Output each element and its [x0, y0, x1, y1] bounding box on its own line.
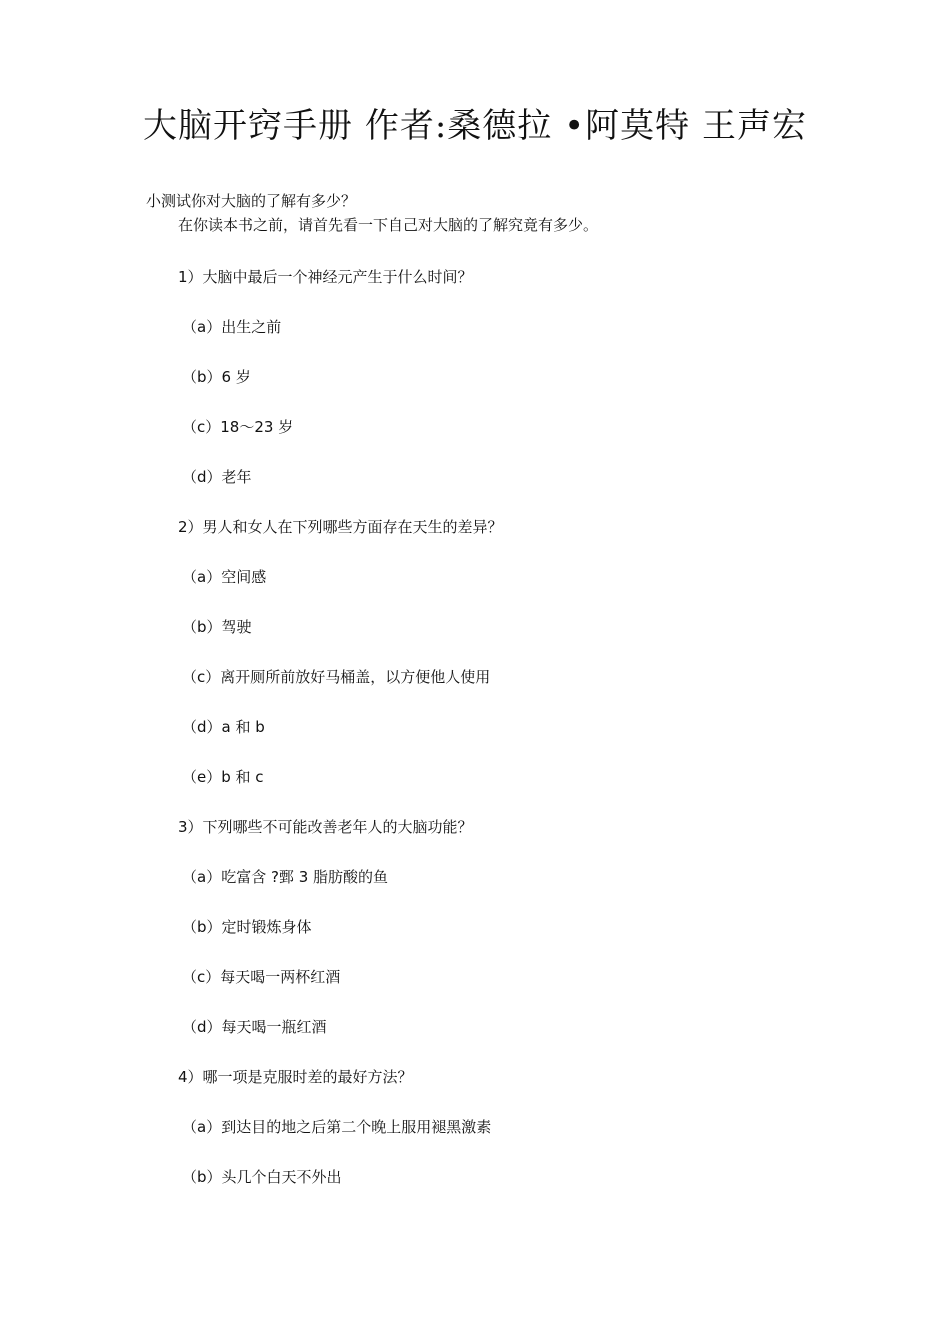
- quiz-list: [0, 265, 950, 1215]
- question-3-option-c: （c）每天喝一两杯红酒: [182, 968, 341, 986]
- intro-text: 在你读本书之前，请首先看一下自己对大脑的了解究竟有多少。: [178, 216, 599, 234]
- question-2-option-b: （b）驾驶: [182, 618, 252, 636]
- document-title: 大脑开窍手册 作者:桑德拉 •阿莫特 王声宏: [143, 106, 807, 146]
- question-3-option-b: （b）定时锻炼身体: [182, 918, 312, 936]
- question-3-option-d: （d）每天喝一瓶红酒: [182, 1018, 327, 1036]
- question-1-option-d: （d）老年: [182, 468, 252, 486]
- question-1: 1）大脑中最后一个神经元产生于什么时间？: [178, 268, 473, 286]
- question-2-option-a: （a）空间感: [182, 568, 267, 586]
- question-1-option-c: （c）18～23 岁: [182, 418, 294, 436]
- question-2-option-d: （d）a 和 b: [182, 718, 265, 736]
- question-2-option-c: （c）离开厕所前放好马桶盖，以方便他人使用: [182, 668, 491, 686]
- question-2: 2）男人和女人在下列哪些方面存在天生的差异？: [178, 518, 503, 536]
- question-2-option-e: （e）b 和 c: [182, 768, 264, 786]
- question-3: 3）下列哪些不可能改善老年人的大脑功能？: [178, 818, 473, 836]
- question-3-option-a: （a）吃富含 ?鄄 3 脂肪酸的鱼: [182, 868, 389, 886]
- question-1-option-a: （a）出生之前: [182, 318, 282, 336]
- question-4-option-a: （a）到达目的地之后第二个晚上服用褪黑激素: [182, 1118, 492, 1136]
- intro-heading: 小测试你对大脑的了解有多少？: [146, 192, 357, 210]
- question-4: 4）哪一项是克服时差的最好方法？: [178, 1068, 413, 1086]
- question-1-option-b: （b）6 岁: [182, 368, 251, 386]
- question-4-option-b: （b）头几个白天不外出: [182, 1168, 342, 1186]
